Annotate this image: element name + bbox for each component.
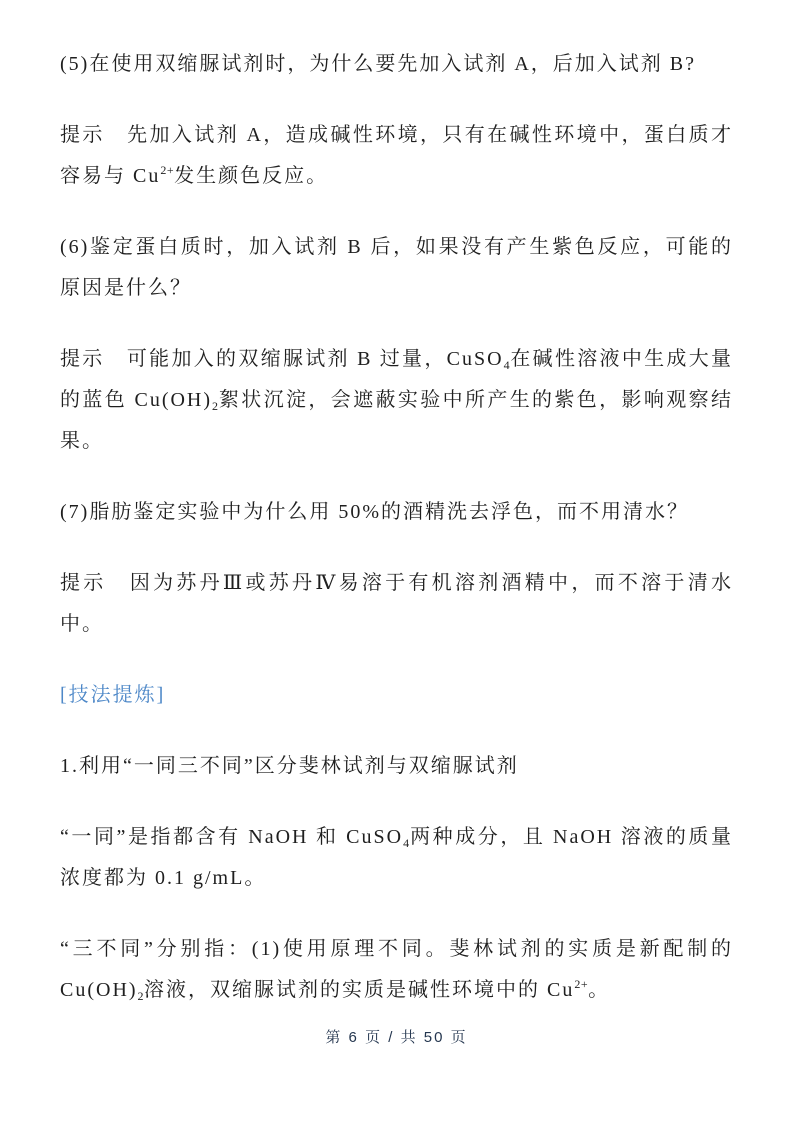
text-run: 絮状沉淀，会遮蔽实验中所产生的紫色，影响观察结果。 (60, 389, 734, 452)
text-run: 1.利用“一同三不同”区分斐林试剂与双缩脲试剂 (60, 755, 519, 777)
text-run: [技法提炼] (60, 684, 166, 706)
paragraph-hint (60, 339, 733, 462)
paragraph-question (60, 227, 733, 309)
document-body (60, 44, 733, 1041)
text-run: (6)鉴定蛋白质时，加入试剂 B 后，如果没有产生紫色反应，可能的原因是什么？ (60, 236, 733, 299)
sup-run: 2+ (160, 163, 175, 177)
text-run: 。 (588, 979, 611, 1001)
paragraph-hint (60, 563, 733, 645)
paragraph-hint (60, 115, 733, 197)
text-run: “三不同”分别指：(1)使用原理不同。斐林试剂的实质是新配制的 Cu(OH) (60, 938, 733, 1001)
page-footer (0, 1026, 793, 1047)
paragraph-question (60, 44, 733, 85)
sub-run: 4 (403, 836, 410, 850)
text-run: 提示 先加入试剂 A，造成碱性环境，只有在碱性环境中，蛋白质才容易与 Cu (60, 124, 733, 187)
sub-run: 2 (212, 399, 219, 413)
text-run: 两种成分，且 NaOH 溶液的质量浓度都为 0.1 g/mL。 (60, 826, 733, 889)
text-run: “一同”是指都含有 NaOH 和 CuSO (60, 826, 404, 848)
sub-run: 4 (503, 358, 511, 372)
paragraph-body (60, 817, 733, 899)
text-run: 提示 因为苏丹Ⅲ或苏丹Ⅳ易溶于有机溶剂酒精中，而不溶于清水中。 (60, 572, 733, 635)
paragraph-body (60, 929, 733, 1011)
sup-run: 2+ (574, 977, 589, 991)
text-run: (5)在使用双缩脲试剂时，为什么要先加入试剂 A，后加入试剂 B? (60, 53, 696, 75)
text-run: 溶液，双缩脲试剂的实质是碱性环境中的 Cu (144, 979, 575, 1001)
text-run: 在碱性溶液中生成大量的蓝色 Cu(OH) (60, 348, 734, 411)
text-run: (7)脂肪鉴定实验中为什么用 50%的酒精洗去浮色，而不用清水？ (60, 501, 689, 523)
text-run: 提示 可能加入的双缩脲试剂 B 过量，CuSO (60, 348, 504, 370)
paragraph-question (60, 492, 733, 533)
paragraph-numbered-point (60, 746, 733, 787)
paragraph-section-heading (60, 675, 733, 716)
sub-run: 2 (137, 989, 145, 1003)
page-indicator: 第 6 页 / 共 50 页 (325, 1029, 468, 1046)
text-run: 发生颜色反应。 (174, 165, 329, 187)
